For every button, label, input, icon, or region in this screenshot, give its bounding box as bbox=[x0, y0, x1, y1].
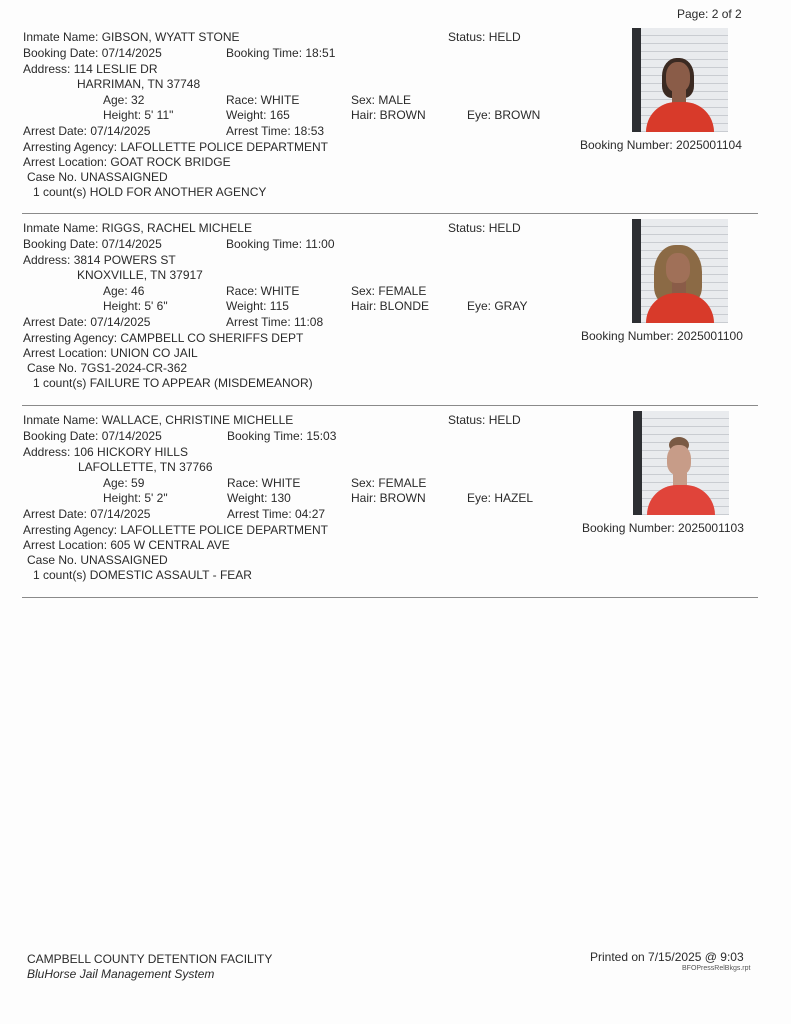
arrest-location: Arrest Location: GOAT ROCK BRIDGE bbox=[23, 155, 231, 169]
weight: Weight: 115 bbox=[226, 299, 289, 313]
booking-number: Booking Number: 2025001104 bbox=[580, 138, 742, 152]
arrest-time: Arrest Time: 04:27 bbox=[227, 507, 326, 521]
booking-number: Booking Number: 2025001103 bbox=[582, 521, 744, 535]
mugshot-photo bbox=[633, 411, 729, 515]
address-line2: LAFOLLETTE, TN 37766 bbox=[78, 460, 213, 474]
age: Age: 46 bbox=[103, 284, 145, 298]
inmate-record bbox=[0, 30, 791, 222]
arrest-time: Arrest Time: 18:53 bbox=[226, 124, 325, 138]
eye: Eye: BROWN bbox=[467, 108, 541, 122]
height: Height: 5' 6" bbox=[103, 299, 168, 313]
status: Status: HELD bbox=[448, 221, 521, 235]
report-filename: BFOPressRelBkgs.rpt bbox=[682, 965, 751, 972]
sex: Sex: MALE bbox=[351, 93, 412, 107]
age: Age: 59 bbox=[103, 476, 145, 490]
mugshot-photo bbox=[632, 219, 728, 323]
arrest-date: Arrest Date: 07/14/2025 bbox=[23, 124, 151, 138]
address-line2: HARRIMAN, TN 37748 bbox=[77, 77, 201, 91]
booking-time: Booking Time: 11:00 bbox=[226, 237, 335, 251]
booking-number: Booking Number: 2025001100 bbox=[581, 329, 743, 343]
record-divider bbox=[22, 597, 758, 598]
weight: Weight: 165 bbox=[226, 108, 290, 122]
booking-time: Booking Time: 18:51 bbox=[226, 46, 336, 60]
booking-date: Booking Date: 07/14/2025 bbox=[23, 429, 162, 443]
arresting-agency: Arresting Agency: LAFOLLETTE POLICE DEPARTMENT bbox=[23, 140, 328, 154]
mugshot-photo bbox=[632, 28, 728, 132]
arresting-agency: Arresting Agency: CAMPBELL CO SHERIFFS DEPT bbox=[23, 331, 304, 345]
arrest-date: Arrest Date: 07/14/2025 bbox=[23, 315, 151, 329]
inmate-record bbox=[0, 221, 791, 413]
height: Height: 5' 2" bbox=[103, 491, 168, 505]
height: Height: 5' 11" bbox=[103, 108, 174, 122]
inmate-name: Inmate Name: RIGGS, RACHEL MICHELE bbox=[23, 221, 252, 235]
case-number: Case No. UNASSAIGNED bbox=[27, 170, 168, 184]
hair: Hair: BROWN bbox=[351, 491, 426, 505]
address-line1: Address: 114 LESLIE DR bbox=[23, 62, 158, 76]
printed-timestamp: Printed on 7/15/2025 @ 9:03 bbox=[590, 950, 744, 964]
arresting-agency: Arresting Agency: LAFOLLETTE POLICE DEPARTMENT bbox=[23, 523, 328, 537]
address-line1: Address: 106 HICKORY HILLS bbox=[23, 445, 188, 459]
address-line1: Address: 3814 POWERS ST bbox=[23, 253, 176, 267]
hair: Hair: BLONDE bbox=[351, 299, 430, 313]
address-line2: KNOXVILLE, TN 37917 bbox=[77, 268, 203, 282]
booking-time: Booking Time: 15:03 bbox=[227, 429, 337, 443]
race: Race: WHITE bbox=[227, 476, 301, 490]
eye: Eye: GRAY bbox=[467, 299, 528, 313]
charge: 1 count(s) FAILURE TO APPEAR (MISDEMEANOR) bbox=[33, 376, 313, 390]
case-number: Case No. 7GS1-2024-CR-362 bbox=[27, 361, 188, 375]
race: Race: WHITE bbox=[226, 93, 300, 107]
race: Race: WHITE bbox=[226, 284, 300, 298]
arrest-time: Arrest Time: 11:08 bbox=[226, 315, 324, 329]
status: Status: HELD bbox=[448, 413, 521, 427]
record-divider bbox=[22, 405, 758, 406]
status: Status: HELD bbox=[448, 30, 521, 44]
inmate-name: Inmate Name: GIBSON, WYATT STONE bbox=[23, 30, 240, 44]
age: Age: 32 bbox=[103, 93, 145, 107]
system-name: BluHorse Jail Management System bbox=[27, 967, 215, 981]
hair: Hair: BROWN bbox=[351, 108, 426, 122]
booking-date: Booking Date: 07/14/2025 bbox=[23, 46, 162, 60]
record-divider bbox=[22, 213, 758, 214]
inmate-record bbox=[0, 413, 791, 605]
sex: Sex: FEMALE bbox=[351, 284, 427, 298]
arrest-date: Arrest Date: 07/14/2025 bbox=[23, 507, 151, 521]
eye: Eye: HAZEL bbox=[467, 491, 534, 505]
charge: 1 count(s) DOMESTIC ASSAULT - FEAR bbox=[33, 568, 252, 582]
arrest-location: Arrest Location: UNION CO JAIL bbox=[23, 346, 198, 360]
arrest-location: Arrest Location: 605 W CENTRAL AVE bbox=[23, 538, 230, 552]
weight: Weight: 130 bbox=[227, 491, 291, 505]
case-number: Case No. UNASSAIGNED bbox=[27, 553, 168, 567]
page-number: Page: 2 of 2 bbox=[677, 7, 742, 21]
facility-name: CAMPBELL COUNTY DETENTION FACILITY bbox=[27, 952, 273, 966]
charge: 1 count(s) HOLD FOR ANOTHER AGENCY bbox=[33, 185, 267, 199]
booking-date: Booking Date: 07/14/2025 bbox=[23, 237, 162, 251]
sex: Sex: FEMALE bbox=[351, 476, 427, 490]
inmate-name: Inmate Name: WALLACE, CHRISTINE MICHELLE bbox=[23, 413, 294, 427]
